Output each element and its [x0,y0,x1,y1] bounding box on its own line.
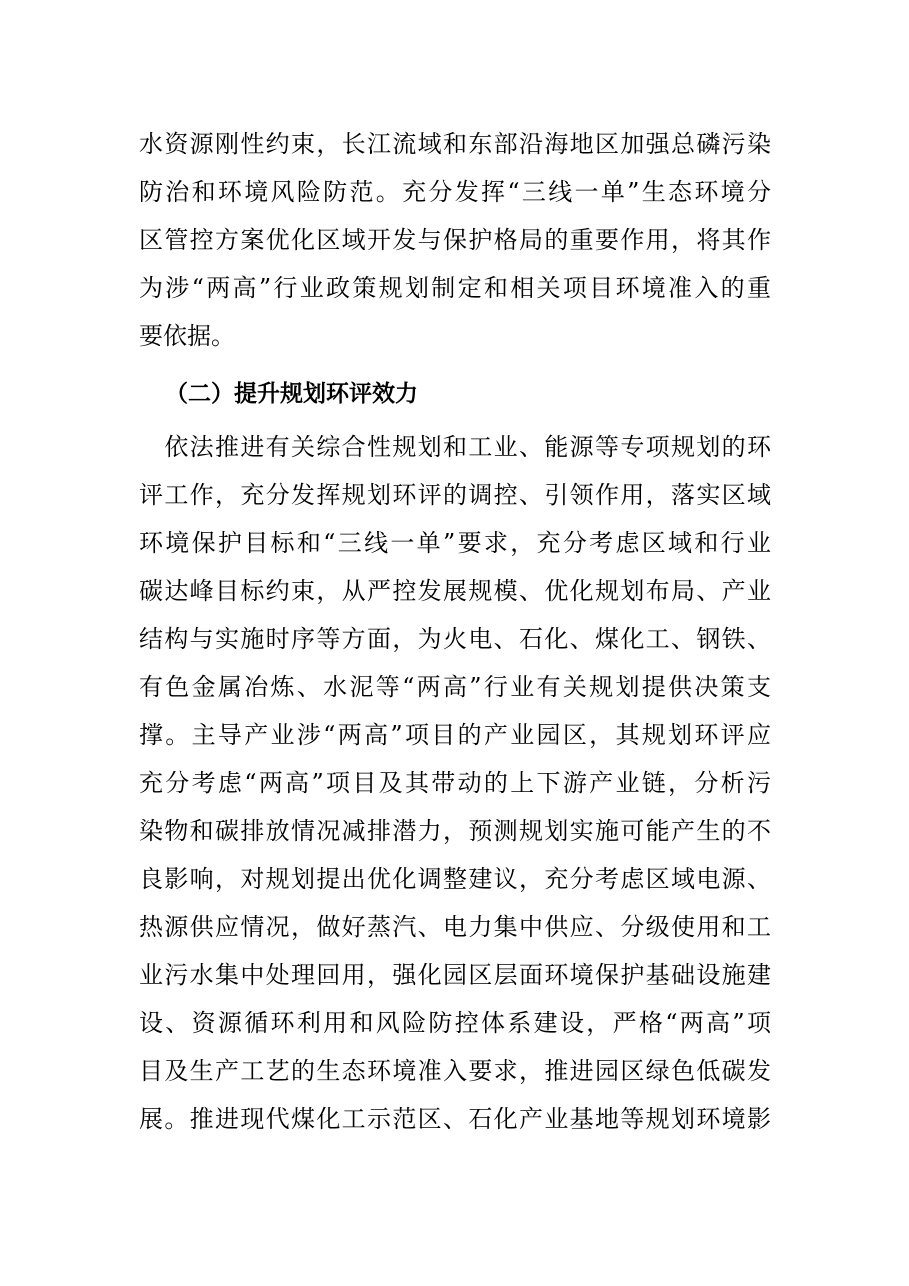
text-line: 评工作，充分发挥规划环评的调控、引领作用，落实区域 [139,481,771,509]
text-line: 碳达峰目标约束，从严控发展规模、优化规划布局、产业 [139,577,771,605]
text-line: 水资源刚性约束，长江流域和东部沿海地区加强总磷污染 [139,130,771,158]
text-line: 撑。主导产业涉“两高”项目的产业园区，其规划环评应 [139,721,771,749]
text-line: 热源供应情况，做好蒸汽、电力集中供应、分级使用和工 [139,913,771,941]
text-line: 要依据。 [139,322,235,350]
document-body [139,120,771,1143]
text-line: 展。推进现代煤化工示范区、石化产业基地等规划环境影 [139,1105,771,1133]
text-line: 有色金属冶炼、水泥等“两高”行业有关规划提供决策支 [139,673,771,701]
text-line: 依法推进有关综合性规划和工业、能源等专项规划的环 [139,433,771,461]
paragraph-1 [139,120,771,360]
text-line: 结构与实施时序等方面，为火电、石化、煤化工、钢铁、 [139,625,771,653]
text-line: 业污水集中处理回用，强化园区层面环境保护基础设施建 [139,961,771,989]
text-line: 充分考虑“两高”项目及其带动的上下游产业链，分析污 [139,769,771,797]
text-line: 防治和环境风险防范。充分发挥“三线一单”生态环境分 [139,178,771,206]
paragraph-2 [139,423,771,1143]
text-line: 设、资源循环利用和风险防控体系建设，严格“两高”项 [139,1009,771,1037]
text-line: 区管控方案优化区域开发与保护格局的重要作用，将其作 [139,226,771,254]
text-line: 良影响，对规划提出优化调整建议，充分考虑区域电源、 [139,865,771,893]
text-line: 为涉“两高”行业政策规划制定和相关项目环境准入的重 [139,274,771,302]
text-line: 环境保护目标和“三线一单”要求，充分考虑区域和行业 [139,529,771,557]
section-heading: （二）提升规划环评效力 [165,381,418,407]
text-line: 目及生产工艺的生态环境准入要求，推进园区绿色低碳发 [139,1057,771,1085]
text-line: 染物和碳排放情况减排潜力，预测规划实施可能产生的不 [139,817,771,845]
